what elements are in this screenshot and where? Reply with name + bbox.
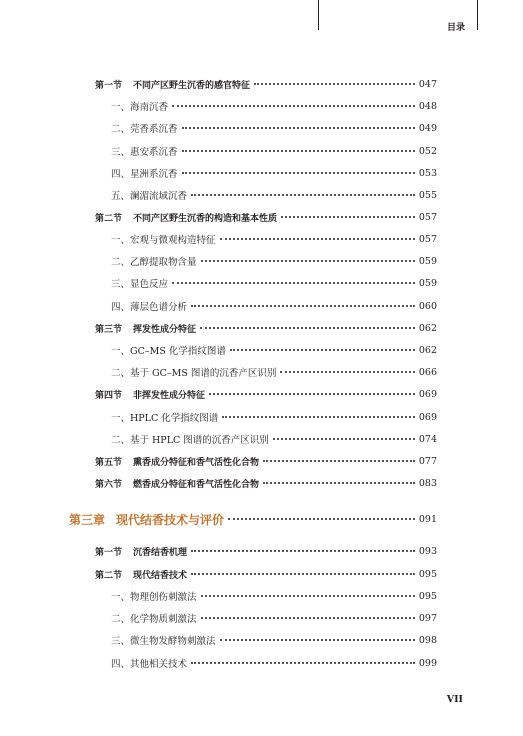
leader-dots bbox=[209, 393, 415, 395]
section-number: 第四节 bbox=[95, 390, 123, 401]
page-number: 093 bbox=[418, 545, 437, 557]
toc-section[interactable] bbox=[95, 77, 437, 91]
section-title: 燃香成分特征和香气活性化合物 bbox=[133, 479, 260, 490]
page-number: 098 bbox=[418, 634, 437, 646]
section-number: 第一节 bbox=[95, 547, 123, 558]
section-title: 不同产区野生沉香的构造和基本性质 bbox=[133, 213, 278, 224]
toc-subsection[interactable] bbox=[111, 611, 437, 625]
leader-dots bbox=[220, 238, 415, 240]
leader-dots bbox=[230, 349, 415, 351]
subsection-title: 二、化学物质刺激法 bbox=[111, 614, 197, 625]
page-number: 069 bbox=[418, 411, 437, 423]
subsection-title: 二、乙醇提取物含量 bbox=[111, 257, 197, 268]
leader-dots bbox=[263, 482, 415, 484]
page-number: 066 bbox=[418, 366, 437, 378]
page-number: 052 bbox=[418, 145, 437, 157]
page-number: 047 bbox=[418, 78, 437, 90]
toc-section[interactable] bbox=[95, 476, 437, 490]
chapter-number: 第三章 bbox=[69, 512, 106, 527]
toc-subsection[interactable] bbox=[111, 365, 437, 379]
page-folio: VII bbox=[446, 694, 463, 705]
leader-dots bbox=[222, 416, 415, 418]
section-number: 第五节 bbox=[95, 457, 123, 468]
toc-section[interactable] bbox=[95, 387, 437, 401]
leader-dots bbox=[201, 617, 415, 619]
section-number: 第一节 bbox=[95, 80, 123, 91]
toc-section[interactable] bbox=[95, 454, 437, 468]
leader-dots bbox=[191, 305, 415, 307]
page-number: 060 bbox=[418, 300, 437, 312]
page-number: 095 bbox=[418, 568, 437, 580]
section-number: 第二节 bbox=[95, 213, 123, 224]
page-number: 077 bbox=[418, 455, 437, 467]
running-title: 目录 bbox=[446, 23, 465, 33]
chapter-title: 现代结香技术与评价 bbox=[116, 512, 225, 527]
leader-dots bbox=[263, 460, 415, 462]
leader-dots bbox=[191, 550, 415, 552]
section-number: 第六节 bbox=[95, 479, 123, 490]
toc-subsection[interactable] bbox=[111, 656, 437, 670]
leader-dots bbox=[172, 282, 415, 284]
section-title: 非挥发性成分特征 bbox=[133, 390, 206, 401]
toc-subsection[interactable] bbox=[111, 343, 437, 357]
leader-dots bbox=[228, 518, 415, 520]
toc-section[interactable] bbox=[95, 321, 437, 335]
subsection-title: 一、海南沉香 bbox=[111, 102, 169, 113]
page-number: 097 bbox=[418, 612, 437, 624]
page-number: 083 bbox=[418, 477, 437, 489]
toc-subsection[interactable] bbox=[111, 276, 437, 290]
page-number: 062 bbox=[418, 344, 437, 356]
subsection-title: 五、澜湄流域沉香 bbox=[111, 191, 188, 202]
leader-dots bbox=[220, 639, 415, 641]
toc-subsection[interactable] bbox=[111, 410, 437, 424]
toc-section[interactable] bbox=[95, 544, 437, 558]
toc-subsection[interactable] bbox=[111, 254, 437, 268]
leader-dots bbox=[273, 438, 415, 440]
toc-subsection[interactable] bbox=[111, 99, 437, 113]
toc-section[interactable] bbox=[95, 567, 437, 581]
section-title: 熏香成分特征和香气活性化合物 bbox=[133, 457, 260, 468]
page-number: 062 bbox=[418, 322, 437, 334]
toc-subsection[interactable] bbox=[111, 633, 437, 647]
leader-dots bbox=[201, 260, 415, 262]
page-number: 057 bbox=[418, 233, 437, 245]
section-number: 第三节 bbox=[95, 324, 123, 335]
header-rule-right bbox=[477, 0, 478, 30]
section-number: 第二节 bbox=[95, 570, 123, 581]
toc-subsection[interactable] bbox=[111, 589, 437, 603]
page-number: 059 bbox=[418, 277, 437, 289]
toc-subsection[interactable] bbox=[111, 166, 437, 180]
page-number: 099 bbox=[418, 657, 437, 669]
subsection-title: 一、HPLC 化学指纹图谱 bbox=[111, 413, 219, 424]
subsection-title: 四、星洲系沉香 bbox=[111, 169, 178, 180]
subsection-title: 二、莞香系沉香 bbox=[111, 124, 178, 135]
subsection-title: 三、微生物发酵物刺激法 bbox=[111, 636, 216, 647]
page-number: 091 bbox=[418, 513, 437, 525]
subsection-title: 三、显色反应 bbox=[111, 279, 169, 290]
toc-subsection[interactable] bbox=[111, 188, 437, 202]
subsection-title: 二、基于 GC–MS 图谱的沉香产区识别 bbox=[111, 368, 277, 379]
leader-dots bbox=[191, 194, 415, 196]
leader-dots bbox=[280, 371, 414, 373]
page-number: 095 bbox=[418, 590, 437, 602]
page-number: 055 bbox=[418, 189, 437, 201]
leader-dots bbox=[182, 150, 415, 152]
leader-dots bbox=[201, 595, 415, 597]
section-title: 沉香结香机理 bbox=[133, 547, 188, 558]
page-number: 057 bbox=[418, 211, 437, 223]
toc-chapter[interactable] bbox=[69, 510, 437, 528]
toc-subsection[interactable] bbox=[111, 144, 437, 158]
toc-subsection[interactable] bbox=[111, 299, 437, 313]
subsection-title: 三、惠安系沉香 bbox=[111, 147, 178, 158]
subsection-title: 四、薄层色谱分析 bbox=[111, 302, 188, 313]
subsection-title: 二、基于 HPLC 图谱的沉香产区识别 bbox=[111, 435, 269, 446]
page-number: 053 bbox=[418, 167, 437, 179]
subsection-title: 一、GC–MS 化学指纹图谱 bbox=[111, 346, 226, 357]
leader-dots bbox=[182, 127, 415, 129]
leader-dots bbox=[191, 573, 415, 575]
section-title: 现代结香技术 bbox=[133, 570, 188, 581]
leader-dots bbox=[172, 105, 415, 107]
toc-section[interactable] bbox=[95, 210, 437, 224]
leader-dots bbox=[182, 172, 415, 174]
leader-dots bbox=[254, 83, 415, 85]
leader-dots bbox=[281, 216, 415, 218]
page-number: 069 bbox=[418, 388, 437, 400]
header-rule-left bbox=[318, 0, 319, 30]
toc-subsection[interactable] bbox=[111, 121, 437, 135]
subsection-title: 一、物理创伤刺激法 bbox=[111, 592, 197, 603]
section-title: 不同产区野生沉香的感官特征 bbox=[133, 80, 251, 91]
toc-subsection[interactable] bbox=[111, 432, 437, 446]
page-number: 048 bbox=[418, 100, 437, 112]
page-number: 059 bbox=[418, 255, 437, 267]
subsection-title: 一、宏观与微观构造特征 bbox=[111, 235, 216, 246]
section-title: 挥发性成分特征 bbox=[133, 324, 197, 335]
subsection-title: 四、其他相关技术 bbox=[111, 659, 188, 670]
leader-dots bbox=[200, 327, 415, 329]
leader-dots bbox=[191, 662, 415, 664]
page-number: 049 bbox=[418, 122, 437, 134]
page-number: 074 bbox=[418, 433, 437, 445]
toc-subsection[interactable] bbox=[111, 232, 437, 246]
